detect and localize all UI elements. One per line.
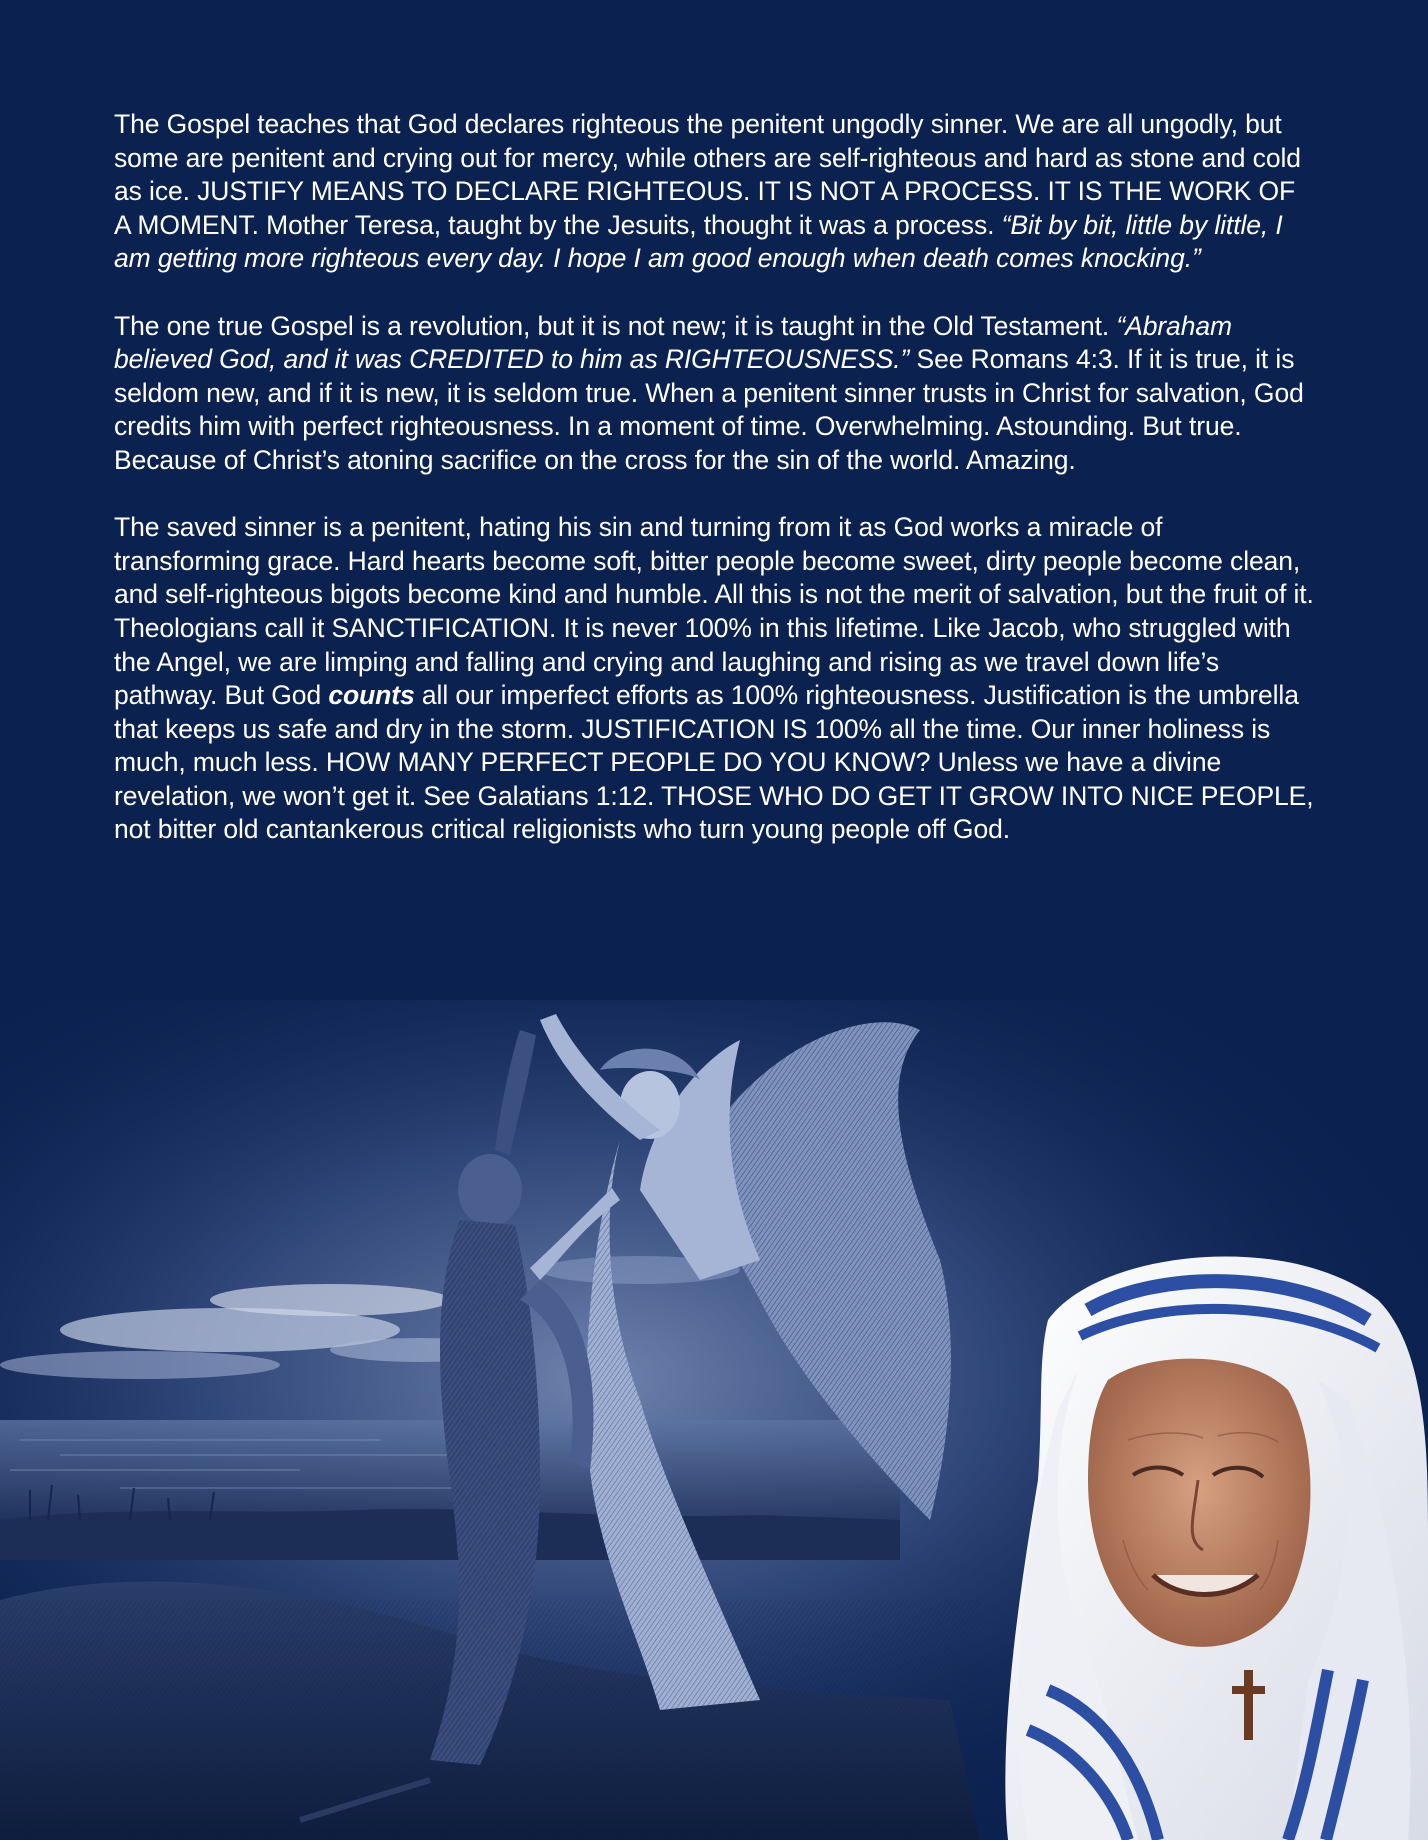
photo-credit: [1383, 1410, 1395, 1690]
paragraph-2: [114, 310, 1314, 478]
paragraph-3-emphasis: counts: [328, 680, 415, 711]
paragraph-1: [114, 108, 1314, 276]
article-body: [114, 108, 1314, 881]
paragraph-3: [114, 511, 1314, 847]
paragraph-3-text-cont: all our imperfect efforts as 100% righteousness. Justification is the umbrella that keeps us safe and dry in the storm. JUSTIFICATION IS 100% all the time. Our inner holiness is much, much less. HOW MANY PERFECT PEOPLE DO YOU KNOW? Unless we have a divine revelation, we won’t get it. See Galatians 1:12. THOSE WHO DO GET IT GROW INTO NICE PEOPLE, not bitter old cantankerous critical religionists who turn young people off God.: [114, 680, 1314, 845]
paragraph-2-quote: “Abraham believed God, and it was CREDITED to him as RIGHTEOUSNESS.”: [114, 310, 1232, 375]
paragraph-2-text-cont: See Romans 4:3. If it is true, it is seldom new, and if it is new, it is seldom true. When a penitent sinner trusts in Christ for salvation, God credits him with perfect righteousness. In a moment of time. Overwhelming. Astounding. But true. Because of Christ’s atoning sacrifice on the cross for the sin of the world. Amazing.: [114, 344, 1304, 475]
paragraph-1-quote: “Bit by bit, little by little, I am getting more righteous every day. I hope I am good enough when death comes knocking.”: [114, 209, 1283, 274]
paragraph-1-text: The Gospel teaches that God declares righteous the penitent ungodly sinner. We are all ungodly, but some are penitent and crying out for mercy, while others are self-righteous and hard as stone and cold as ice. JUSTIFY MEANS TO DECLARE RIGHTEOUS. IT IS NOT A PROCESS. IT IS THE WORK OF A MOMENT. Mother Teresa, taught by the Jesuits, thought it was a process.: [114, 109, 1301, 240]
paragraph-2-text: The one true Gospel is a revolution, but it is not new; it is taught in the Old Testament.: [114, 310, 1117, 341]
mother-teresa-portrait: [988, 1240, 1428, 1840]
paragraph-3-text: The saved sinner is a penitent, hating his sin and turning from it as God works a miracle of transforming grace. Hard hearts become soft, bitter people become sweet, dirty people become clean, and self-righteous bigots become kind and humble. All this is not the merit of salvation, but the fruit of it. Theologians call it SANCTIFICATION. It is never 100% in this lifetime. Like Jacob, who struggled with the Angel, we are limping and falling and crying and laughing and rising as we travel down life’s pathway. But God: [114, 512, 1314, 711]
